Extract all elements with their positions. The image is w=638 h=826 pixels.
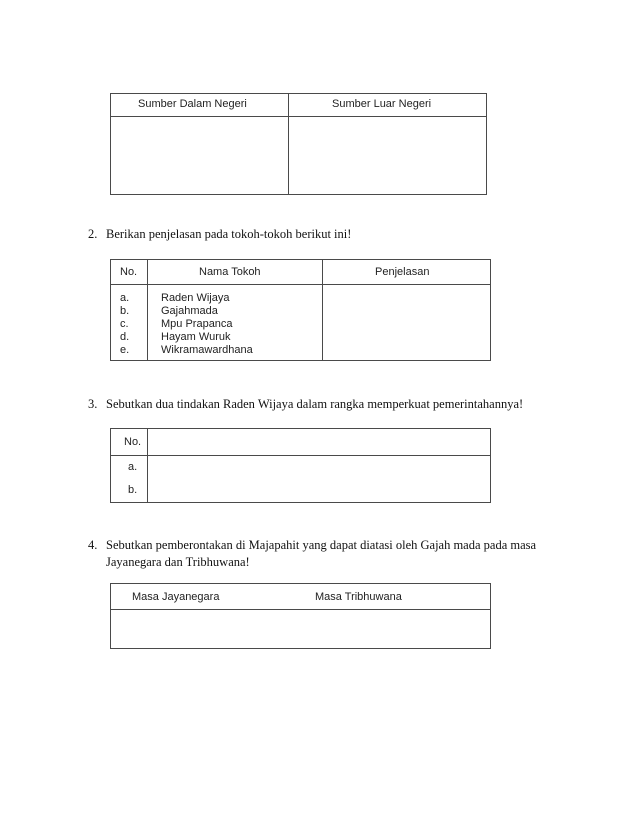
table-divider	[147, 260, 148, 360]
question-text: Sebutkan dua tindakan Raden Wijaya dalam rangka memperkuat pemerintahannya!	[106, 397, 524, 411]
row-no: d.	[120, 331, 130, 343]
row-name: Raden Wijaya	[161, 292, 230, 304]
row-no: e.	[120, 344, 130, 356]
question-text	[106, 537, 536, 571]
header-penjelasan: Penjelasan	[375, 266, 430, 278]
header-no: No.	[120, 266, 138, 278]
table-divider	[111, 455, 490, 456]
question-text: Berikan penjelasan pada tokoh-tokoh berikut ini!	[106, 227, 352, 241]
header-sumber-dalam-negeri: Sumber Dalam Negeri	[138, 98, 247, 110]
row-name: Mpu Prapanca	[161, 318, 233, 330]
header-masa-tribhuwana: Masa Tribhuwana	[315, 591, 402, 603]
question-text-line-2: Jayanegara dan Tribhuwana!	[106, 555, 250, 569]
tindakan-table	[110, 428, 491, 503]
row-name: Wikramawardhana	[161, 344, 253, 356]
table-divider	[111, 284, 490, 285]
row-name: Hayam Wuruk	[161, 331, 231, 343]
table-divider	[147, 429, 148, 502]
table-divider	[111, 609, 490, 610]
header-masa-jayanegara: Masa Jayanegara	[132, 591, 220, 603]
question-3	[88, 396, 523, 413]
tokoh-table	[110, 259, 491, 361]
question-2	[88, 226, 351, 243]
header-sumber-luar-negeri: Sumber Luar Negeri	[332, 98, 432, 110]
pemberontakan-table	[110, 583, 491, 649]
table-divider	[288, 94, 289, 194]
row-no: a.	[120, 292, 130, 304]
table-divider	[111, 116, 486, 117]
question-text-line-1: Sebutkan pemberontakan di Majapahit yang dapat diatasi oleh Gajah mada pada masa	[106, 538, 537, 552]
question-4	[88, 537, 536, 571]
question-number: 2.	[88, 227, 98, 241]
header-nama-tokoh: Nama Tokoh	[199, 266, 261, 278]
table-divider	[322, 260, 323, 360]
header-no: No.	[124, 436, 142, 448]
row-no: b.	[128, 484, 138, 496]
row-no: c.	[120, 318, 129, 330]
row-no: b.	[120, 305, 130, 317]
question-number: 3.	[88, 397, 98, 411]
question-number: 4.	[88, 538, 98, 552]
sources-table	[110, 93, 487, 195]
row-no: a.	[128, 461, 138, 473]
row-name: Gajahmada	[161, 305, 218, 317]
